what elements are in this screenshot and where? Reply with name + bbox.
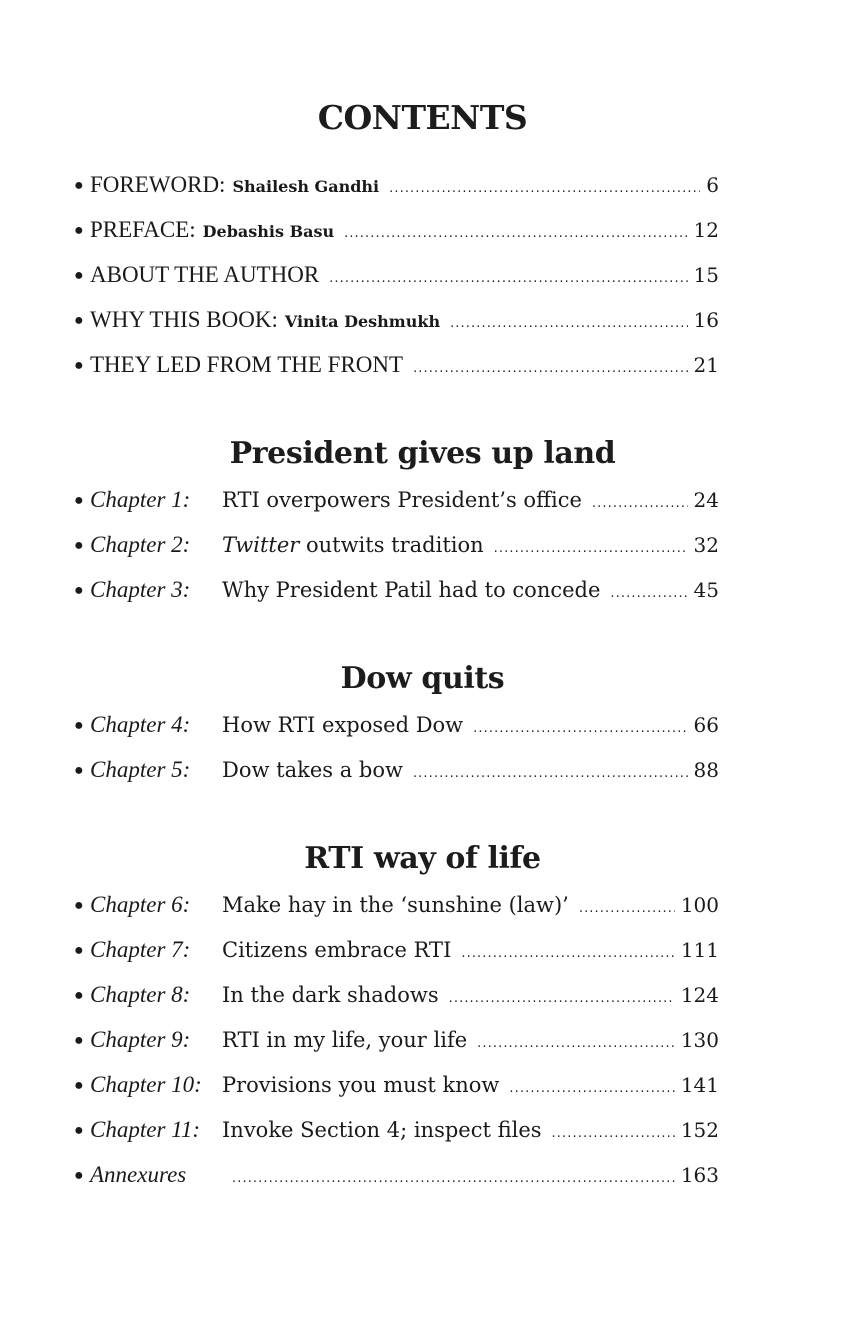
bullet-icon: ● [74,942,84,959]
toc-entry-they-led [74,352,719,382]
chapter-page-number: 152 [680,1118,719,1142]
chapter-title: Why President Patil had to concede [222,578,601,602]
contents-heading: CONTENTS [317,98,528,137]
dot-leader [389,181,700,196]
toc-entry-about-author [74,262,719,292]
entry-label: FOREWORD: [90,172,226,197]
bullet-icon: ● [74,1077,84,1094]
chapter-page-number: 141 [680,1073,719,1097]
bullet-icon: ● [74,1122,84,1139]
chapter-label: Chapter 5: [90,757,191,782]
chapter-label: Chapter 10: [90,1072,202,1097]
chapter-label: Chapter 11: [90,1117,201,1142]
toc-annexures-entry [74,1162,719,1192]
bullet-icon: ● [74,267,84,284]
dot-leader [610,586,687,601]
entry-page-number: 15 [693,263,719,287]
chapter-title: Dow takes a bow [222,758,403,782]
chapter-page-number: 88 [693,758,719,782]
chapter-label: Annexures [90,1162,187,1187]
toc-entry-why-this-book [74,307,719,337]
chapter-label: Chapter 6: [90,892,191,917]
bullet-icon: ● [74,987,84,1004]
dot-leader [344,226,687,241]
bullet-icon: ● [74,312,84,329]
dot-leader [449,991,675,1006]
chapter-title: Make hay in the ‘sunshine (law)’ [222,893,569,917]
toc-chapter-entry [74,982,719,1012]
toc-chapter-entry [74,487,719,517]
bullet-icon: ● [74,1167,84,1184]
chapter-title: Citizens embrace RTI [222,938,452,962]
toc-chapter-entry [74,1027,719,1057]
toc-chapter-entry [74,937,719,967]
dot-leader [509,1081,674,1096]
chapter-title-rest: outwits tradition [299,533,484,557]
entry-label: ABOUT THE AUTHOR [90,262,320,287]
bullet-icon: ● [74,222,84,239]
dot-leader [579,901,675,916]
dot-leader [329,271,687,286]
bullet-icon: ● [74,762,84,779]
chapter-label: Chapter 1: [90,487,191,512]
chapter-title: In the dark shadows [222,983,439,1007]
chapter-label: Chapter 4: [90,712,191,737]
bullet-icon: ● [74,492,84,509]
chapter-page-number: 66 [693,713,719,737]
bullet-icon: ● [74,582,84,599]
dot-leader [477,1036,675,1051]
entry-label: WHY THIS BOOK: [90,307,278,332]
toc-chapter-entry [74,892,719,922]
entry-page-number: 12 [693,218,719,242]
chapter-title-italic: Twitter [222,533,300,557]
dot-leader [552,1126,675,1141]
bullet-icon: ● [74,897,84,914]
chapter-page-number: 32 [693,533,719,557]
dot-leader [232,1171,675,1186]
chapter-label: Chapter 7: [90,937,191,962]
chapter-label: Chapter 2: [90,532,191,557]
entry-label: THEY LED FROM THE FRONT [90,352,404,377]
entry-page-number: 21 [693,353,719,377]
section-heading: Dow quits [340,661,505,696]
entry-author: Debashis Basu [202,222,335,241]
dot-leader [413,361,687,376]
dot-leader [461,946,674,961]
chapter-page-number: 45 [693,578,719,602]
toc-chapter-entry [74,712,719,742]
toc-chapter-entry [74,1072,719,1102]
toc-chapter-entry [74,757,719,787]
dot-leader [494,541,688,556]
bullet-icon: ● [74,1032,84,1049]
toc-chapter-entry [74,1117,719,1147]
dot-leader [592,496,688,511]
entry-page-number: 16 [693,308,719,332]
chapter-label: Chapter 9: [90,1027,191,1052]
chapter-title: Provisions you must know [222,1073,500,1097]
entry-author: Shailesh Gandhi [232,177,380,196]
bullet-icon: ● [74,177,84,194]
chapter-page-number: 24 [693,488,719,512]
bullet-icon: ● [74,537,84,554]
chapter-title: Invoke Section 4; inspect files [222,1118,542,1142]
toc-entry-preface [74,217,719,247]
chapter-title: RTI overpowers President’s office [222,488,582,512]
dot-leader [450,316,687,331]
chapter-page-number: 163 [680,1163,719,1187]
chapter-page-number: 100 [680,893,719,917]
chapter-label: Chapter 8: [90,982,191,1007]
chapter-label: Chapter 3: [90,577,191,602]
dot-leader [413,766,688,781]
entry-author: Vinita Deshmukh [284,312,441,331]
bullet-icon: ● [74,357,84,374]
entry-page-number: 6 [706,173,719,197]
toc-chapter-entry [74,577,719,607]
toc-chapter-entry [74,532,719,562]
chapter-page-number: 130 [680,1028,719,1052]
bullet-icon: ● [74,717,84,734]
chapter-page-number: 111 [680,938,719,962]
toc-entry-foreword [74,172,719,202]
chapter-page-number: 124 [680,983,719,1007]
section-heading: President gives up land [229,436,616,471]
chapter-title [222,533,484,557]
dot-leader [473,721,687,736]
chapter-title: How RTI exposed Dow [222,713,464,737]
chapter-title: RTI in my life, your life [222,1028,468,1052]
entry-label: PREFACE: [90,217,196,242]
section-heading: RTI way of life [304,841,541,876]
